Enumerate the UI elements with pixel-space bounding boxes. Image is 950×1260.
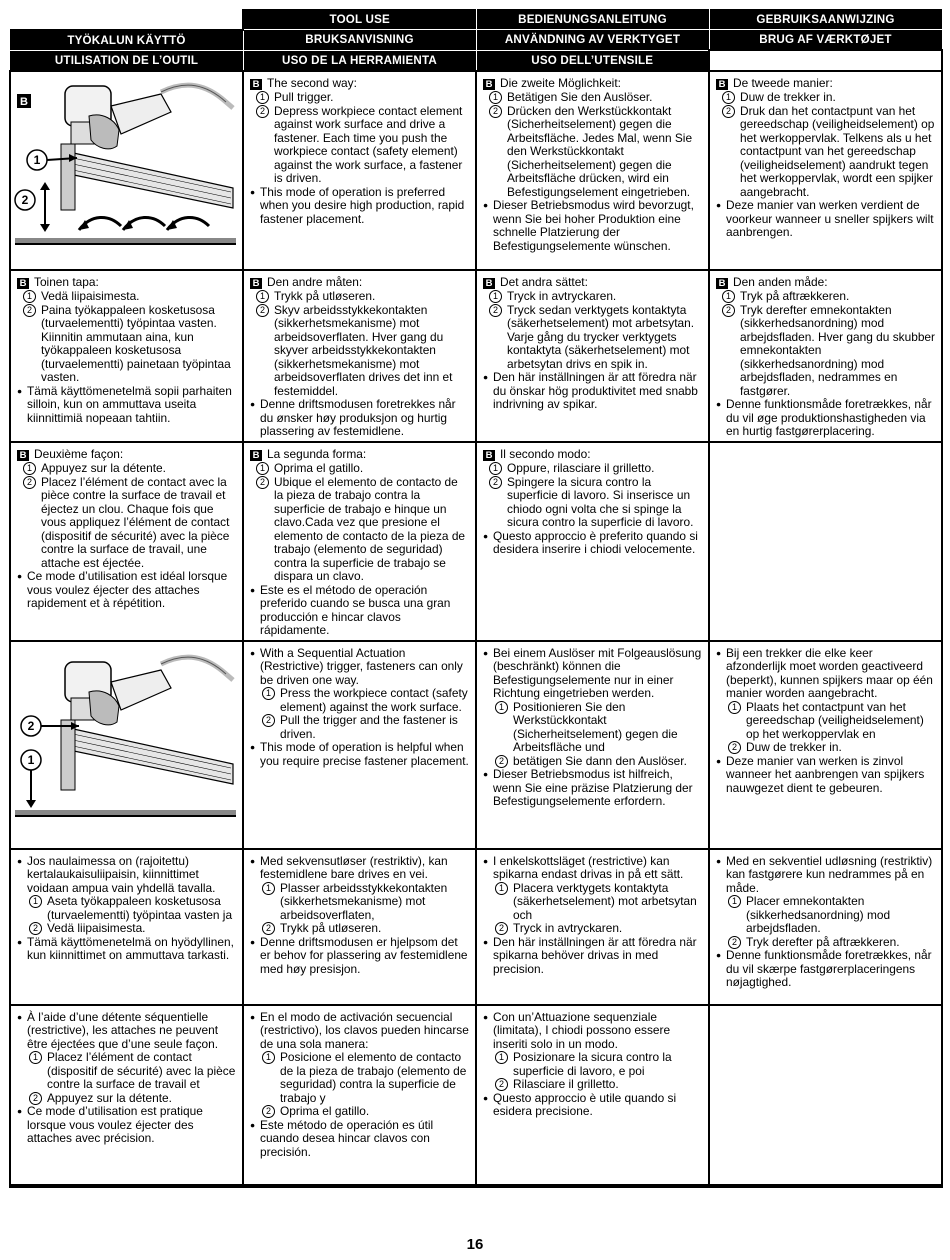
bullet-text: ● Deze manier van werken is zinvol wanneer het aanbrengen van spijkers nauwgezet dient te gebeuren. <box>716 755 936 796</box>
callout-2: 2 <box>27 718 35 733</box>
bullet-text: ● Con un’Attuazione sequenziale (limitata), I chiodi possono essere inseriti solo in un modo. <box>483 1011 703 1052</box>
step-1-icon: 1 <box>256 462 269 475</box>
bullet-text: ● Med sekvensutløser (restriktiv), kan festemidlene bare drives en vei. <box>250 855 470 882</box>
step-text: Plasser arbeidsstykkekontakten (sikkerhetsmekanisme) mot arbeidsoverflaten, <box>280 880 448 922</box>
cell-nl-sequential <box>709 641 942 849</box>
cell-no-second-way <box>243 270 476 442</box>
step-text: Spingere la sicura contro la superficie di lavoro. Si inserisce un chiodo ogni volta che si spinge la sicura contro la superficie di lavoro. <box>507 474 694 529</box>
step-text: Rilasciare il grilletto. <box>513 1077 619 1091</box>
b-badge: B <box>716 79 728 90</box>
bullet-text: ● Tämä käyttömenetelmä sopii parhaiten silloin, kun on ammuttava useita kiinnittimiä nopeaan tahtiin. <box>17 385 237 426</box>
header-utilisation: UTILISATION DE L’OUTIL <box>10 50 243 71</box>
cell-da-second-way <box>709 270 942 442</box>
step-2-icon: 2 <box>495 755 508 768</box>
cell-de-second-way <box>476 71 709 270</box>
step-text: Ubique el elemento de contacto de la pieza de trabajo contra la superficie de trabajo e hinque un clavo.Cada vez que presione el elemento de contacto de la pieza de trabajo (elemento de seguridad) contra la superficie de trabajo se dispara un clavo. <box>274 474 466 583</box>
bullet-text: ● Deze manier van werken verdient de voorkeur wanneer u sneller spijkers wilt aanbrengen. <box>716 199 936 240</box>
step-text: Plaats het contactpunt van het gereedschap (veiligheidselement) op het werkoppervlak en <box>746 699 924 741</box>
bullet-text: ● Dieser Betriebsmodus wird bevorzugt, wenn Sie bei hoher Produktion eine schnelle Platzierung der Befestigungselemente wünschen. <box>483 199 703 253</box>
header-tyokalun-kaytto: TYÖKALUN KÄYTTÖ <box>10 30 243 51</box>
section-title: The second way: <box>267 75 357 90</box>
step-2-icon: 2 <box>722 304 735 317</box>
step-text: Tryk derefter på aftrækkeren. <box>746 934 900 949</box>
step-1-icon: 1 <box>495 882 508 895</box>
nailer-illustration-2 <box>11 642 240 837</box>
bullet-text: ● Denne funktionsmåde foretrækkes, når du vil skærpe fastgørerplaceringens nøjagtighed. <box>716 949 936 990</box>
step-2-icon: 2 <box>23 304 36 317</box>
step-text: Aseta työkappaleen kosketusosa (turvaelementti) työpintaa vasten ja <box>47 894 233 922</box>
step-text: Duw de trekker in. <box>740 90 836 104</box>
step-text: Trykk på utløseren. <box>280 921 382 935</box>
header-tool-use: TOOL USE <box>243 10 476 30</box>
cell-it-second-way <box>476 442 709 641</box>
step-text: Placez l’élément de contact (dispositif de sécurité) avec la pièce contre la surface de travail et <box>47 1050 236 1091</box>
step-1-icon: 1 <box>256 91 269 104</box>
b-badge: B <box>17 450 29 461</box>
cell-da-sequential <box>709 849 942 1005</box>
step-text: Druk dan het contactpunt van het gereedschap (veiligheidselement) op het werkoppervlak. Telkens als u het contactpunt van het gereedschap (veiligheidselement) aandrukt tegen het werkoppervlak, wordt een spijker aangebracht. <box>740 103 935 199</box>
bullet-text: ● Ce mode d’utilisation est pratique lorsque vous voulez éjecter des attaches avec précision. <box>17 1105 237 1146</box>
step-text: Tryck in avtryckaren. <box>507 289 617 303</box>
bullet-text: ● This mode of operation is preferred when you desire high production, rapid fastener placement. <box>250 186 470 227</box>
bullet-text: ● Questo approccio è utile quando si esidera precisione. <box>483 1092 703 1119</box>
step-2-icon: 2 <box>29 1092 42 1105</box>
step-text: Drücken den Werkstückkontakt (Sicherheitselement) gegen die Arbeitsfläche. Jedes Mal, wenn Sie den Werkstückkontakt (Sicherheitselement) gegen die Arbeitsfläche drücken, wird ein Befestigungselement eingetrieben. <box>507 103 693 199</box>
b-badge: B <box>17 278 29 289</box>
step-text: Vedä liipaisimesta. <box>41 289 140 303</box>
section-title: La segunda forma: <box>267 446 367 461</box>
header-uso-herramienta: USO DE LA HERRAMIENTA <box>243 50 476 71</box>
step-text: Press the workpiece contact (safety element) against the work surface. <box>280 686 468 714</box>
figure-sequential-actuation <box>10 641 243 849</box>
bullet-text: ● Denne driftsmodusen foretrekkes når du ønsker høy produksjon og hurtig plassering av festemidlene. <box>250 398 470 439</box>
figure-contact-actuation <box>10 71 243 270</box>
bullet-text: ● Bei einem Auslöser mit Folgeauslösung (beschränkt) können die Befestigungselemente nur in einer Richtung eingetrieben werden. <box>483 647 703 701</box>
step-1-icon: 1 <box>728 895 741 908</box>
step-text: betätigen Sie dann den Auslöser. <box>513 753 687 768</box>
b-badge: B <box>250 450 262 461</box>
bullet-text: ● With a Sequential Actuation (Restrictive) trigger, fasteners can only be driven one way. <box>250 647 470 688</box>
section-title: Toinen tapa: <box>34 274 99 289</box>
cell-no-sequential <box>243 849 476 1005</box>
step-1-icon: 1 <box>722 290 735 303</box>
cell-de-sequential <box>476 641 709 849</box>
b-badge: B <box>483 278 495 289</box>
cell-es-sequential <box>243 1005 476 1186</box>
nailer-illustration-1 <box>11 72 240 258</box>
manual-table <box>9 9 943 1188</box>
step-2-icon: 2 <box>489 476 502 489</box>
bullet-text: ● Den här inställningen är att föredra när du önskar hög produktivitet med snabb indrivning av spikar. <box>483 371 703 412</box>
step-text: Depress workpiece contact element against work surface and drive a fastener. Each time you push the workpiece contact (safety element) against the work surface, a fastener is driven. <box>274 103 463 185</box>
step-2-icon: 2 <box>495 1078 508 1091</box>
step-1-icon: 1 <box>262 687 275 700</box>
step-text: Placez l’élément de contact avec la pièce contre la surface de travail et éjectez un clou. Chaque fois que vous appliquez l’élément de contact (dispositif de sécurité) avec la pièce contre la surface de travail, une attache est éjectée. <box>41 474 230 570</box>
cell-nl-second-way <box>709 71 942 270</box>
step-text: Appuyez sur la détente. <box>41 461 166 475</box>
step-1-icon: 1 <box>495 1051 508 1064</box>
bullet-text: ● À l’aide d’une détente séquentielle (restrictive), les attaches ne peuvent être éjectées que d’une seule façon. <box>17 1011 237 1052</box>
step-text: Oprima el gatillo. <box>274 461 364 475</box>
cell-sv-sequential <box>476 849 709 1005</box>
bullet-text: ● Ce mode d’utilisation est idéal lorsque vous voulez éjecter des attaches rapidement et à répétition. <box>17 570 237 611</box>
step-text: Oppure, rilasciare il grilletto. <box>507 461 655 475</box>
bullet-text: ● Questo approccio è preferito quando si desidera inserire i chiodi velocemente. <box>483 530 703 557</box>
step-2-icon: 2 <box>495 922 508 935</box>
step-text: Paina työkappaleen kosketusosa (turvaelementti) työpintaa vasten. Kiinnitin ammutaan aina, kun työkappaleen kosketusosa (turvaelementti) painetaan työpintaa vasten. <box>41 302 231 384</box>
step-1-icon: 1 <box>495 701 508 714</box>
step-text: Duw de trekker in. <box>746 740 842 754</box>
b-badge: B <box>250 79 262 90</box>
cell-empty-row3 <box>709 442 942 641</box>
b-badge: B <box>483 450 495 461</box>
cell-en-sequential <box>243 641 476 849</box>
step-text: Pull trigger. <box>274 90 334 104</box>
step-2-icon: 2 <box>489 105 502 118</box>
step-text: Tryck in avtryckaren. <box>513 921 623 935</box>
header-bruksanvisning: BRUKSANVISNING <box>243 30 476 51</box>
step-2-icon: 2 <box>23 476 36 489</box>
header-uso-utensile: USO DELL’UTENSILE <box>476 50 709 71</box>
section-title: Den andre måten: <box>267 274 363 289</box>
section-title: Die zweite Möglichkeit: <box>500 75 621 90</box>
bullet-text: ● Med en sekventiel udløsning (restriktiv) kan fastgørere kun nedrammes på en måde. <box>716 855 936 896</box>
cell-fi-sequential <box>10 849 243 1005</box>
bullet-text: ● Tämä käyttömenetelmä on hyödyllinen, kun kiinnittimet on ammuttava tarkasti. <box>17 936 237 963</box>
bullet-text: ● Denne driftsmodusen er hjelpsom det er behov for plassering av festemidlene med høy presisjon. <box>250 936 470 977</box>
bullet-text: ● Bij een trekker die elke keer afzonderlijk moet worden geactiveerd (beperkt), kunnen spijkers maar op één manier worden aangebracht. <box>716 647 936 701</box>
b-badge: B <box>250 278 262 289</box>
step-text: Appuyez sur la détente. <box>47 1090 172 1105</box>
step-1-icon: 1 <box>262 1051 275 1064</box>
section-title: De tweede manier: <box>733 75 833 90</box>
header-bedienungsanleitung: BEDIENUNGSANLEITUNG <box>476 10 709 30</box>
step-2-icon: 2 <box>722 105 735 118</box>
step-1-icon: 1 <box>489 462 502 475</box>
step-1-icon: 1 <box>29 1051 42 1064</box>
section-title: Det andra sättet: <box>500 274 588 289</box>
step-1-icon: 1 <box>489 91 502 104</box>
step-2-icon: 2 <box>262 922 275 935</box>
step-1-icon: 1 <box>489 290 502 303</box>
header-gebruiksaanwijzing: GEBRUIKSAANWIJZING <box>709 10 942 30</box>
step-2-icon: 2 <box>489 304 502 317</box>
step-text: Tryck sedan verktygets kontaktyta (säkerhetselement) mot arbetsytan. Varje gång du trycker verktygets kontaktyta (säkerhetselement) mot arbetsytan drivs en spik in. <box>507 302 695 371</box>
callout-1: 1 <box>27 752 35 767</box>
bullet-text: ● Dieser Betriebsmodus ist hilfreich, wenn Sie eine präzise Platzierung der Befestigungselemente erfordern. <box>483 768 703 809</box>
bullet-text: ● Den här inställningen är att föredra när spikarna behöver drivas in med precision. <box>483 936 703 977</box>
step-2-icon: 2 <box>728 936 741 949</box>
bullet-text: ● En el modo de activación secuencial (restrictivo), los clavos pueden hincarse de una sola manera: <box>250 1011 470 1052</box>
bullet-text: ● Este es el método de operación preferido cuando se busca una gran producción e hincar clavos rápidamente. <box>250 584 470 638</box>
step-2-icon: 2 <box>29 922 42 935</box>
step-text: Pull the trigger and the fastener is driven. <box>280 713 458 741</box>
step-text: Tryk på aftrækkeren. <box>740 289 850 303</box>
bullet-text: ● Este método de operación es útil cuando desea hincar clavos con precisión. <box>250 1119 470 1160</box>
step-text: Vedä liipaisimesta. <box>47 921 146 935</box>
section-title: Den anden måde: <box>733 274 828 289</box>
bullet-text: ● Denne funktionsmåde foretrækkes, når du vil øge produktionshastigheden via en hurtig fastgørerplacering. <box>716 398 936 439</box>
bullet-text: ● Jos naulaimessa on (rajoitettu) kertalaukaisuliipaisin, kiinnittimet voidaan ampua vain yhdellä tavalla. <box>17 855 237 896</box>
cell-sv-second-way <box>476 270 709 442</box>
step-1-icon: 1 <box>256 290 269 303</box>
step-2-icon: 2 <box>256 105 269 118</box>
header-brug-af-vaerktojet: BRUG AF VÆRKTØJET <box>709 30 942 51</box>
step-2-icon: 2 <box>262 714 275 727</box>
step-text: Placer emnekontakten (sikkerhedsanordning) mod arbejdsfladen. <box>746 894 891 935</box>
section-title: Deuxième façon: <box>34 446 124 461</box>
step-text: Placera verktygets kontaktyta (säkerhetselement) mot arbetsytan och <box>513 880 697 922</box>
b-badge: B <box>483 79 495 90</box>
step-1-icon: 1 <box>23 290 36 303</box>
callout-2: 2 <box>21 192 29 207</box>
step-text: Trykk på utløseren. <box>274 289 376 303</box>
step-2-icon: 2 <box>256 304 269 317</box>
cell-empty-row6 <box>709 1005 942 1186</box>
step-1-icon: 1 <box>23 462 36 475</box>
step-1-icon: 1 <box>722 91 735 104</box>
cell-fr-second-way <box>10 442 243 641</box>
step-text: Betätigen Sie den Auslöser. <box>507 90 653 104</box>
page-number: 16 <box>466 1236 484 1253</box>
step-1-icon: 1 <box>29 895 42 908</box>
cell-fi-second-way <box>10 270 243 442</box>
step-2-icon: 2 <box>256 476 269 489</box>
cell-en-second-way <box>243 71 476 270</box>
step-text: Tryk derefter emnekontakten (sikkerhedsanordning) mod arbejdsfladen. Hver gang du skubber emnekontakten (sikkerhedsanordning) mod arbejdsfladen, nedrammes en fastgører. <box>740 302 935 398</box>
step-text: Skyv arbeidsstykkekontakten (sikkerhetsmekanisme) mot arbeidsoverflaten. Hver gang du skyver arbeidsstykkekontakten (sikkerhetsmekanisme) mot arbeidsoverflaten drives det inn et festemiddel. <box>274 302 453 398</box>
section-title: Il secondo modo: <box>500 446 591 461</box>
b-badge: B <box>716 278 728 289</box>
step-2-icon: 2 <box>728 741 741 754</box>
step-text: Oprima el gatillo. <box>280 1104 370 1118</box>
header-blank <box>10 10 243 30</box>
bullet-text: ● This mode of operation is helpful when you require precise fastener placement. <box>250 741 470 768</box>
step-1-icon: 1 <box>728 701 741 714</box>
step-2-icon: 2 <box>262 1105 275 1118</box>
figure-badge: B <box>20 95 28 108</box>
header-empty <box>709 50 942 71</box>
callout-1: 1 <box>33 152 41 167</box>
step-text: Positionieren Sie den Werkstückkontakt (Sicherheitselement) gegen die Arbeitsfläche und <box>513 699 678 754</box>
step-text: Posicione el elemento de contacto de la pieza de trabajo (elemento de seguridad) contra la superficie de trabajo y <box>280 1050 467 1105</box>
cell-it-sequential <box>476 1005 709 1186</box>
step-text: Posizionare la sicura contro la superficie di lavoro, e poi <box>513 1050 672 1078</box>
step-1-icon: 1 <box>262 882 275 895</box>
cell-es-second-way <box>243 442 476 641</box>
bullet-text: ● I enkelskottsläget (restrictive) kan spikarna endast drivas in på ett sätt. <box>483 855 703 882</box>
header-anvandning: ANVÄNDNING AV VERKTYGET <box>476 30 709 51</box>
cell-fr-sequential <box>10 1005 243 1186</box>
